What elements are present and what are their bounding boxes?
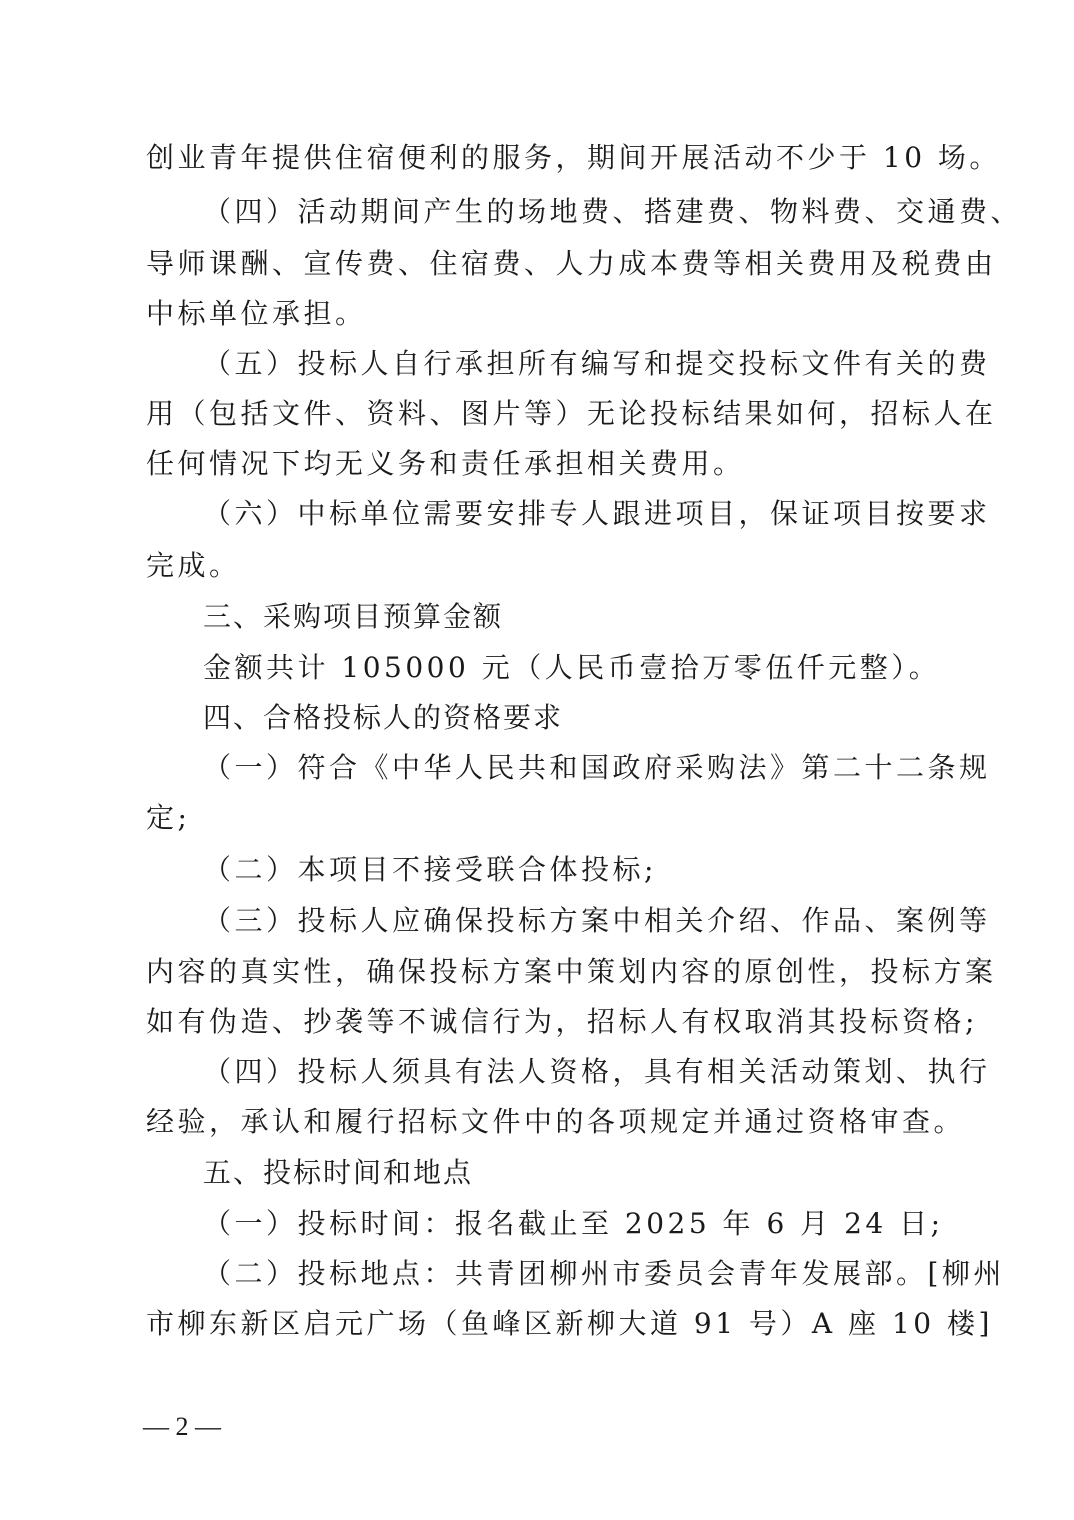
paragraph-line: （二）本项目不接受联合体投标;	[203, 853, 657, 886]
paragraph-line: 创业青年提供住宿便利的服务，期间开展活动不少于 10 场。	[146, 141, 1001, 174]
paragraph-line: （四）活动期间产生的场地费、搭建费、物料费、交通费、	[203, 195, 1023, 228]
paragraph-line: 市柳东新区启元广场（鱼峰区新柳大道 91 号）A 座 10 楼]	[146, 1307, 993, 1340]
paragraph-line: 金额共计 105000 元（人民币壹拾万零伍仟元整）。	[203, 651, 941, 684]
paragraph-line: 如有伪造、抄袭等不诚信行为，招标人有权取消其投标资格;	[146, 1005, 978, 1038]
paragraph-line: （一）符合《中华人民共和国政府采购法》第二十二条规	[203, 751, 991, 784]
paragraph-line: （四）投标人须具有法人资格，具有相关活动策划、执行	[203, 1055, 991, 1088]
paragraph-line: 经验，承认和履行招标文件中的各项规定并通过资格审查。	[146, 1105, 966, 1138]
section-heading-4: 四、合格投标人的资格要求	[203, 701, 564, 734]
paragraph-line: （五）投标人自行承担所有编写和提交投标文件有关的费	[203, 347, 991, 380]
paragraph-line: （三）投标人应确保投标方案中相关介绍、作品、案例等	[203, 904, 991, 937]
paragraph-line: 用（包括文件、资料、图片等）无论投标结果如何，招标人在	[146, 397, 997, 430]
page-number: — 2 —	[143, 1412, 221, 1441]
paragraph-line: 中标单位承担。	[146, 297, 367, 330]
section-heading-3: 三、采购项目预算金额	[203, 600, 504, 633]
paragraph-line: 完成。	[146, 549, 241, 582]
paragraph-line: （六）中标单位需要安排专人跟进项目，保证项目按要求	[203, 497, 991, 530]
paragraph-line: 任何情况下均无义务和责任承担相关费用。	[146, 447, 745, 480]
paragraph-line: （二）投标地点：共青团柳州市委员会青年发展部。[柳州	[203, 1257, 1005, 1290]
paragraph-line: 定;	[146, 801, 191, 834]
section-heading-5: 五、投标时间和地点	[203, 1156, 474, 1189]
paragraph-line: （一）投标时间：报名截止至 2025 年 6 月 24 日;	[203, 1207, 944, 1240]
paragraph-line: 导师课酬、宣传费、住宿费、人力成本费等相关费用及税费由	[146, 247, 997, 280]
paragraph-line: 内容的真实性，确保投标方案中策划内容的原创性，投标方案	[146, 955, 997, 988]
